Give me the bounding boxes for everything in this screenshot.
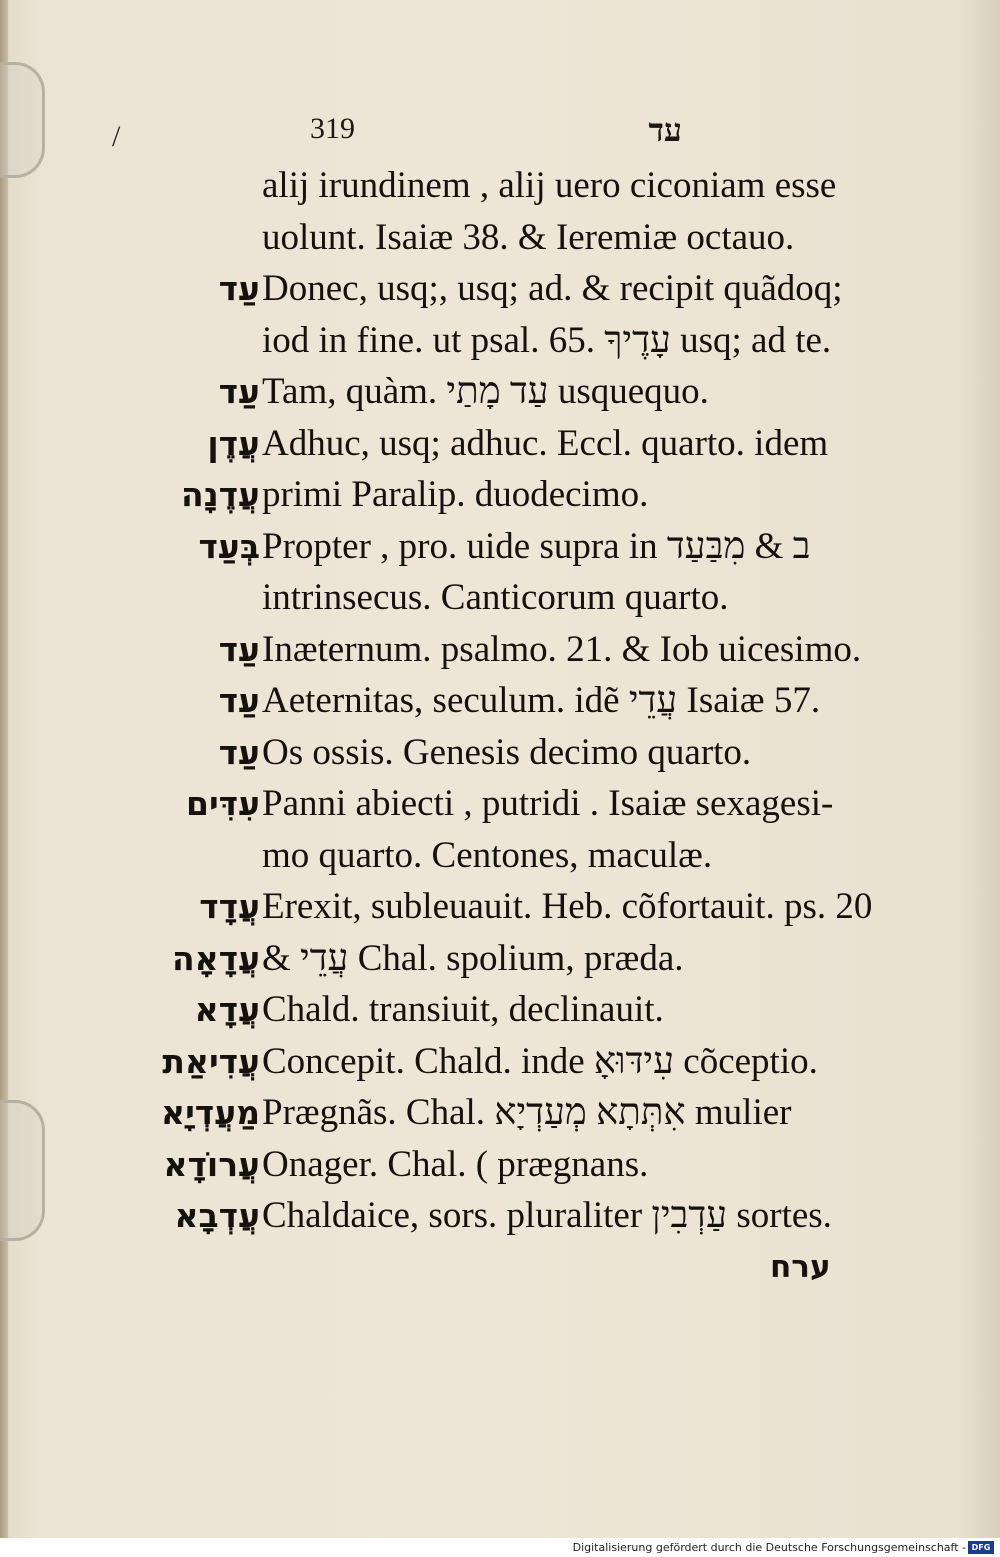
line-text: Erexit, subleuauit. Heb. cõfortauit. ps. 20	[262, 886, 873, 927]
hebrew-headword: עֲדָד	[199, 887, 260, 926]
dfg-logo: DFG	[968, 1541, 994, 1554]
hebrew-headword: בְּעַד	[198, 526, 260, 566]
line-text: Chaldaice, sors. pluraliter עַדְבִין sortes.	[262, 1195, 832, 1236]
text-line	[140, 1036, 920, 1088]
text-line	[140, 984, 920, 1036]
hebrew-headword: עִדִּים	[185, 784, 260, 823]
hebrew-headword: עֲרוֹדָא	[163, 1144, 260, 1184]
line-text: Concepit. Chald. inde עִידּוּאָ cõceptio.	[262, 1040, 818, 1082]
footer-credit: Digitalisierung gefördert durch die Deutsche Forschungsgemeinschaft -	[572, 1541, 966, 1554]
line-text: Panni abiecti , putridi . Isaiæ sexagesi-	[262, 783, 834, 824]
text-line	[140, 1139, 920, 1191]
text-line	[140, 933, 920, 985]
running-head: עד	[648, 112, 682, 148]
text-line	[140, 1087, 920, 1139]
line-text: Donec, usq;, usq; ad. & recipit quãdoq;	[262, 268, 843, 309]
hebrew-headword: עֲדָא	[194, 990, 260, 1029]
text-line	[140, 315, 920, 367]
text-line	[140, 160, 920, 212]
line-text: alij irundinem , alij uero ciconiam esse	[262, 165, 837, 206]
catchword-line	[140, 1242, 920, 1294]
page-edge	[0, 0, 8, 1538]
line-text: uolunt. Isaiæ 38. & Ieremiæ octauo.	[262, 216, 795, 258]
text-line	[140, 830, 920, 882]
line-text: Aeternitas, seculum. idẽ עֲדֵי Isaiæ 57.	[262, 680, 821, 721]
line-text: Chald. transiuit, declinauit.	[262, 989, 664, 1030]
hebrew-headword: עֲדֶן	[207, 423, 260, 463]
page-header	[300, 112, 700, 162]
text-line	[140, 418, 920, 470]
text-line	[140, 881, 920, 933]
hebrew-headword: עַד	[218, 629, 260, 669]
hebrew-headword: עַד	[218, 732, 260, 772]
footer	[0, 1538, 1000, 1557]
line-text: Inæternum. psalmo. 21. & Iob uicesimo.	[262, 628, 862, 670]
text-line	[140, 212, 920, 264]
hebrew-headword: עֲדְבָא	[174, 1196, 260, 1235]
hebrew-headword: עֲדֶנָה	[181, 475, 260, 514]
text-block	[140, 160, 920, 1293]
line-text: Adhuc, usq; adhuc. Eccl. quarto. idem	[262, 422, 829, 464]
text-line	[140, 263, 920, 315]
line-text: Onager. Chal. ( prægnans.	[262, 1143, 649, 1185]
catchword: ערח	[770, 1248, 831, 1285]
line-text: intrinsecus. Canticorum quarto.	[262, 577, 729, 618]
clip-top	[0, 62, 45, 178]
text-line	[140, 727, 920, 779]
clip-bottom	[0, 1100, 45, 1241]
line-text: Tam, quàm. עַד מָתַי usquequo.	[262, 371, 709, 412]
line-text: Prægnãs. Chal. אִתְּתָא מְעַדְיָא mulier	[262, 1092, 792, 1133]
hebrew-headword: עַד	[218, 372, 260, 411]
margin-mark: /	[112, 120, 121, 153]
line-text: primi Paralip. duodecimo.	[262, 474, 649, 515]
line-text: mo quarto. Centones, maculæ.	[262, 834, 713, 876]
hebrew-headword: עֲדִיאַת	[162, 1041, 260, 1081]
page-number: 319	[310, 112, 355, 145]
text-line	[140, 1190, 920, 1242]
text-line	[140, 778, 920, 830]
text-line	[140, 675, 920, 727]
hebrew-headword: עַד	[218, 681, 260, 720]
text-line	[140, 572, 920, 624]
text-line	[140, 469, 920, 521]
hebrew-headword: עַד	[218, 269, 260, 308]
hebrew-headword: מַעֲדְיָא	[161, 1093, 260, 1132]
line-text: iod in fine. ut psal. 65. עָדֶיךָ usq; ad te.	[262, 319, 832, 361]
line-text: & עֲדֵי Chal. spolium, præda.	[262, 937, 684, 979]
line-text: Propter , pro. uide supra in ב & מִבַּעַד	[262, 525, 811, 567]
hebrew-headword: עֲדָאָה	[171, 938, 260, 978]
text-line	[140, 624, 920, 676]
text-line	[140, 366, 920, 418]
text-line	[140, 521, 920, 573]
line-text: Os ossis. Genesis decimo quarto.	[262, 731, 752, 773]
